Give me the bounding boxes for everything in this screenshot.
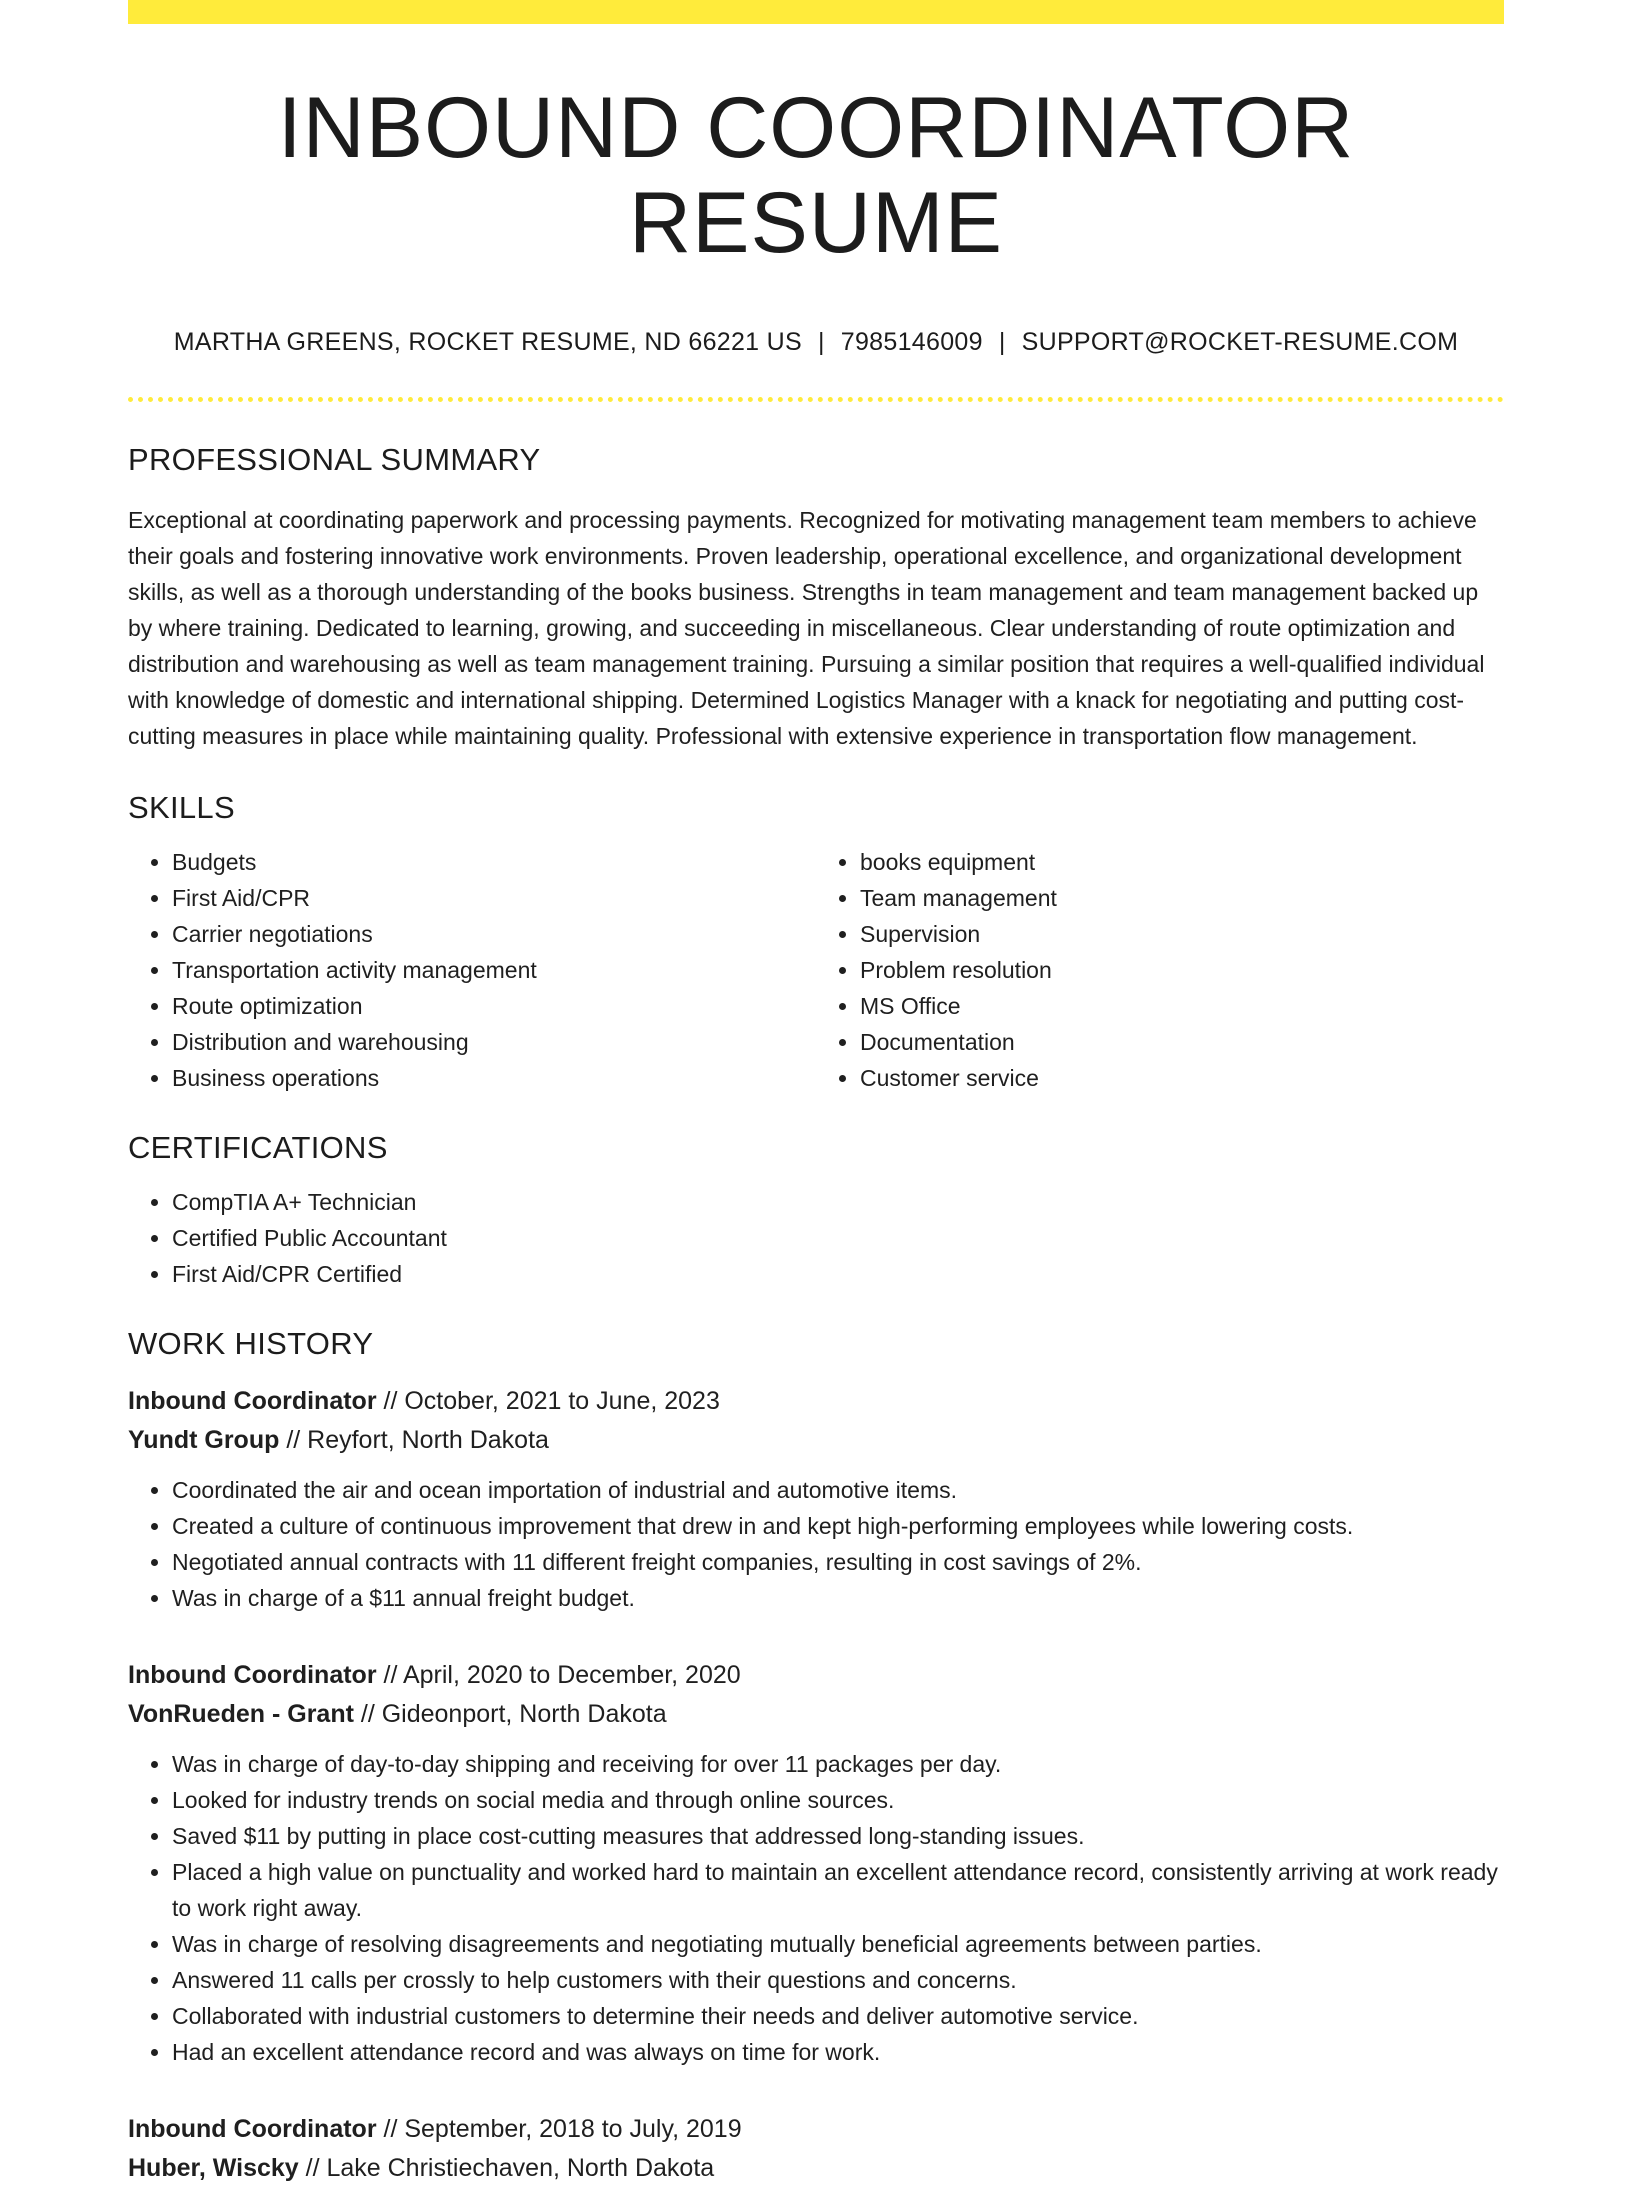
job-bullet: • Coordinated the air and ocean importation of industrial and automotive items. — [172, 1472, 1504, 1508]
job-dates: // September, 2018 to July, 2019 — [376, 2115, 742, 2144]
job-title-line — [128, 1382, 1504, 1421]
skill-item: • Carrier negotiations — [172, 916, 816, 952]
skills-list — [128, 826, 1504, 1096]
job-title: Inbound Coordinator — [128, 1387, 377, 1416]
job-location: // Lake Christiechaven, North Dakota — [298, 2154, 715, 2183]
job-company: VonRueden - Grant — [128, 1700, 354, 1729]
summary-text: Exceptional at coordinating paperwork and processing payments. Recognized for motivating management team members to achieve their goals and fostering innovative work environments. Proven leadership, operational excellence, and organizational development skills, as well as a thorough understanding of the books business. Strengths in team management and team management backed up by where training. Dedicated to learning, growing, and succeeding in miscellaneous. Clear understanding of route optimization and distribution and warehousing as well as team management training. Pursuing a similar position that requires a well-qualified individual with knowledge of domestic and international shipping. Determined Logistics Manager with a knack for negotiating and putting cost-cutting measures in place while maintaining quality. Professional with extensive experience in transportation flow management. — [128, 507, 1485, 750]
certification-item: • Certified Public Accountant — [172, 1220, 1504, 1256]
contact-phone: 7985146009 — [840, 328, 983, 357]
skill-item: • Team management — [860, 880, 1504, 916]
job-entry — [128, 1656, 1504, 2070]
job-title: Inbound Coordinator — [128, 1661, 377, 1690]
resume-page — [128, 0, 1504, 2188]
contact-line — [128, 328, 1504, 357]
skills-column-right — [816, 844, 1504, 1096]
job-company: Huber, Wiscky — [128, 2154, 299, 2183]
skill-item: • Documentation — [860, 1024, 1504, 1060]
job-bullets — [128, 1746, 1504, 2070]
top-accent-bar — [128, 0, 1504, 24]
certification-item: • CompTIA A+ Technician — [172, 1184, 1504, 1220]
contact-separator: | — [817, 328, 825, 357]
skill-item: • Customer service — [860, 1060, 1504, 1096]
summary-heading: PROFESSIONAL SUMMARY — [128, 442, 541, 478]
skill-item: • Budgets — [172, 844, 816, 880]
job-title: Inbound Coordinator — [128, 2115, 377, 2144]
job-bullet: • Saved $11 by putting in place cost-cutting measures that addressed long-standing issues. — [172, 1818, 1504, 1854]
job-bullet: • Had an excellent attendance record and was always on time for work. — [172, 2034, 1504, 2070]
job-dates: // October, 2021 to June, 2023 — [376, 1387, 720, 1416]
job-bullet: • Answered 11 calls per crossly to help customers with their questions and concerns. — [172, 1962, 1504, 1998]
contact-email: SUPPORT@ROCKET-RESUME.COM — [1021, 328, 1459, 357]
skill-item: • Business operations — [172, 1060, 816, 1096]
job-company-line — [128, 1421, 1504, 1460]
contact-address: MARTHA GREENS, ROCKET RESUME, ND 66221 US — [173, 328, 802, 357]
job-bullets — [128, 1472, 1504, 1616]
job-bullet: • Looked for industry trends on social media and through online sources. — [172, 1782, 1504, 1818]
contact-separator: | — [998, 328, 1006, 357]
job-company-line — [128, 2149, 1504, 2188]
job-bullet: • Placed a high value on punctuality and worked hard to maintain an excellent attendance record, consistently arriving at work ready to work right away. — [172, 1854, 1504, 1926]
job-entry — [128, 1382, 1504, 1616]
job-location: // Gideonport, North Dakota — [353, 1700, 667, 1729]
skill-item: • books equipment — [860, 844, 1504, 880]
skills-column-left — [128, 844, 816, 1096]
job-bullet: • Was in charge of a $11 annual freight budget. — [172, 1580, 1504, 1616]
skill-item: • MS Office — [860, 988, 1504, 1024]
certification-item: • First Aid/CPR Certified — [172, 1256, 1504, 1292]
skill-item: • Route optimization — [172, 988, 816, 1024]
skills-heading: SKILLS — [128, 790, 235, 826]
job-dates: // April, 2020 to December, 2020 — [376, 1661, 741, 1690]
job-title-line — [128, 1656, 1504, 1695]
job-bullet: • Created a culture of continuous improvement that drew in and kept high-performing employees while lowering costs. — [172, 1508, 1504, 1544]
job-title-line — [128, 2110, 1504, 2149]
job-company: Yundt Group — [128, 1426, 280, 1455]
skill-item: • Problem resolution — [860, 952, 1504, 988]
resume-title: INBOUND COORDINATOR RESUME — [277, 80, 1355, 271]
certifications-list — [128, 1184, 1504, 1292]
job-bullet: • Was in charge of resolving disagreements and negotiating mutually beneficial agreements between parties. — [172, 1926, 1504, 1962]
skill-item: • Distribution and warehousing — [172, 1024, 816, 1060]
skill-item: • First Aid/CPR — [172, 880, 816, 916]
job-bullet: • Negotiated annual contracts with 11 different freight companies, resulting in cost savings of 2%. — [172, 1544, 1504, 1580]
job-company-line — [128, 1695, 1504, 1734]
skill-item: • Transportation activity management — [172, 952, 816, 988]
job-bullet: • Collaborated with industrial customers to determine their needs and deliver automotive service. — [172, 1998, 1504, 2034]
certifications-heading: CERTIFICATIONS — [128, 1130, 388, 1166]
work-history-heading: WORK HISTORY — [128, 1326, 374, 1362]
job-entry — [128, 2110, 1504, 2188]
skill-item: • Supervision — [860, 916, 1504, 952]
dotted-divider — [128, 397, 1504, 402]
job-bullet: • Was in charge of day-to-day shipping and receiving for over 11 packages per day. — [172, 1746, 1504, 1782]
job-location: // Reyfort, North Dakota — [279, 1426, 549, 1455]
